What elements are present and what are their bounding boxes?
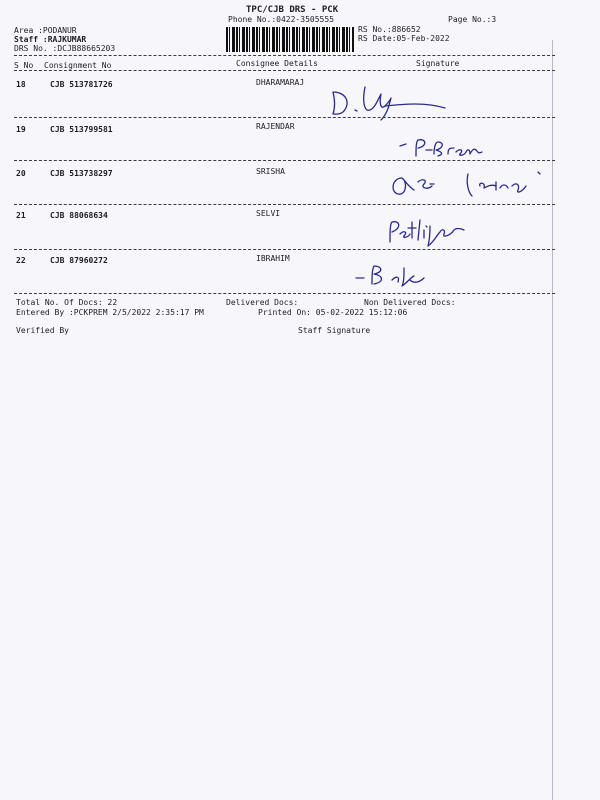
rs-number: RS No.:886652 [358, 25, 421, 34]
column-header-signature: Signature [416, 59, 460, 68]
column-header-consignment: Consignment No [44, 61, 112, 70]
page-number: Page No.:3 [448, 15, 497, 24]
document-title: TPC/CJB DRS - PCK [246, 5, 339, 15]
printed-on: Printed On: 05-02-2022 15:12:06 [258, 308, 408, 317]
row-consignee: RAJENDAR [256, 122, 295, 131]
area-field: Area :PODANUR [14, 26, 77, 35]
row-consignee: SELVI [256, 209, 281, 218]
handwritten-signature [398, 138, 488, 162]
row-consignment-no: CJB 513799581 [50, 125, 113, 134]
row-consignment-no: CJB 87960272 [50, 256, 108, 265]
phone-number: Phone No.:0422-3505555 [228, 15, 334, 24]
row-consignment-no: CJB 513781726 [50, 80, 113, 89]
row-sno: 19 [16, 125, 26, 134]
handwritten-signature [352, 262, 442, 290]
divider [14, 293, 555, 294]
divider [14, 204, 555, 205]
divider [14, 55, 555, 56]
row-consignee: SRISHA [256, 167, 285, 176]
entered-by: Entered By :PCKPREM 2/5/2022 2:35:17 PM [16, 308, 204, 317]
page-edge-line [552, 40, 553, 800]
row-consignee: IBRAHIM [256, 254, 290, 263]
staff-signature-label: Staff Signature [298, 326, 371, 335]
row-sno: 21 [16, 211, 26, 220]
divider [14, 249, 555, 250]
divider [14, 70, 555, 71]
delivered-docs: Delivered Docs: [226, 298, 299, 307]
row-sno: 18 [16, 80, 26, 89]
column-header-consignee: Consignee Details [236, 59, 318, 68]
handwritten-signature [388, 168, 558, 200]
verified-by-label: Verified By [16, 326, 69, 335]
divider [14, 117, 555, 118]
divider [14, 160, 555, 161]
non-delivered-docs: Non Delivered Docs: [364, 298, 456, 307]
row-consignment-no: CJB 513738297 [50, 169, 113, 178]
rs-date: RS Date:05-Feb-2022 [358, 34, 450, 43]
total-docs: Total No. Of Docs: 22 [16, 298, 118, 307]
staff-field: Staff :RAJKUMAR [14, 35, 87, 44]
handwritten-signature [384, 212, 474, 246]
handwritten-signature [325, 82, 455, 122]
column-header-sno: S No [14, 61, 34, 70]
row-sno: 22 [16, 256, 26, 265]
row-sno: 20 [16, 169, 26, 178]
drs-number: DRS No. :DCJB88665203 [14, 44, 116, 53]
barcode-image [226, 27, 354, 52]
row-consignment-no: CJB 88068634 [50, 211, 108, 220]
row-consignee: DHARAMARAJ [256, 78, 305, 87]
